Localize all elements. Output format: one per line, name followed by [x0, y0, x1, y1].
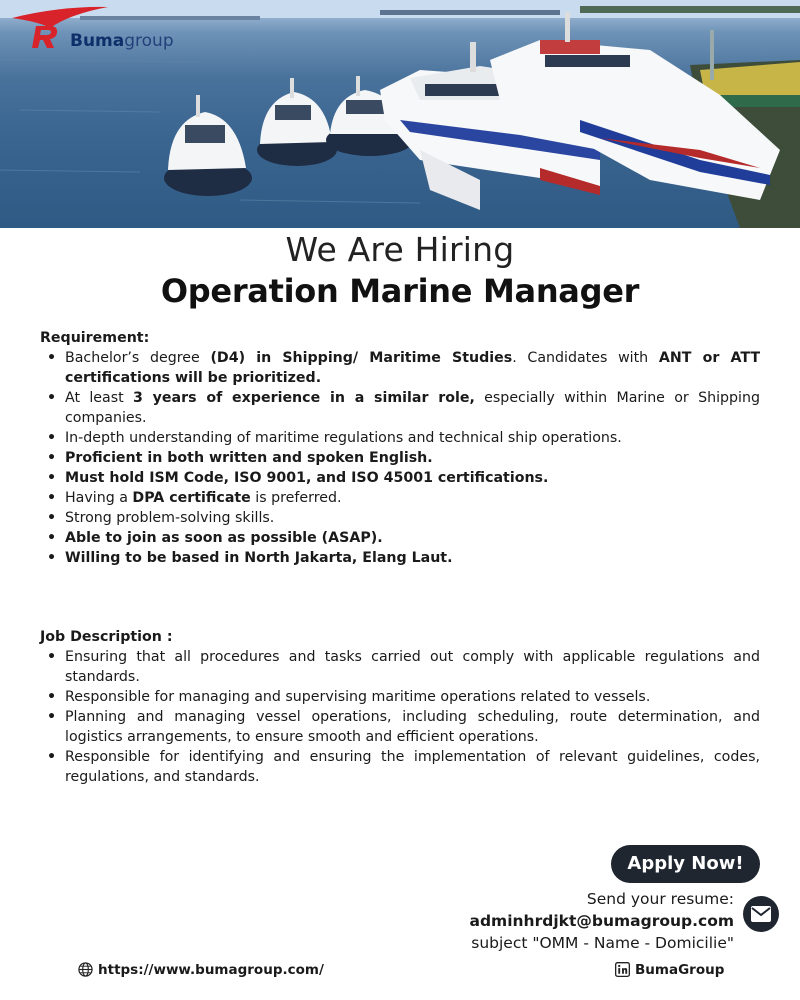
buma-logo [10, 4, 174, 54]
logo-wordmark: Bumagroup [70, 31, 174, 51]
send-resume-label: Send your resume: [586, 890, 734, 908]
linkedin-name: BumaGroup [635, 962, 725, 978]
list-item: • Ensuring that all procedures and tasks carried out comply with applicable regulations and standards. [65, 647, 760, 687]
list-item: • Willing to be based in North Jakarta, Elang Laut. [65, 548, 760, 568]
position-title: Operation Marine Manager [160, 272, 640, 310]
list-item: • In-depth understanding of maritime regulations and technical ship operations. [65, 428, 760, 448]
email-subject-note: subject "OMM - Name - Domicilie" [471, 934, 734, 952]
requirements-list [40, 348, 760, 568]
job-description-heading: Job Description : [40, 629, 173, 645]
list-item: • At least 3 years of experience in a similar role, especially within Marine or Shipping companies. [65, 388, 760, 428]
resume-instructions [470, 888, 735, 954]
requirements-section [40, 328, 760, 568]
job-description-section [40, 627, 760, 787]
envelope-icon [751, 906, 771, 922]
linkedin-icon [615, 962, 630, 977]
list-item: • Strong problem-solving skills. [65, 508, 760, 528]
hiring-tagline: We Are Hiring [285, 230, 515, 269]
apply-now-button[interactable]: Apply Now! [611, 845, 760, 883]
list-item: • Having a DPA certificate is preferred. [65, 488, 760, 508]
resume-email-link[interactable]: adminhrdjkt@bumagroup.com [469, 912, 734, 930]
linkedin-link[interactable] [615, 962, 724, 978]
job-description-list [40, 647, 760, 787]
list-item: • Responsible for identifying and ensuring the implementation of relevant guidelines, codes, regulations, and standards. [65, 747, 760, 787]
mail-icon [743, 896, 779, 932]
list-item: • Bachelor’s degree (D4) in Shipping/ Maritime Studies. Candidates with ANT or ATT certifications will be prioritized. [65, 348, 760, 388]
list-item: • Must hold ISM Code, ISO 9001, and ISO 45001 certifications. [65, 468, 760, 488]
list-item: • Able to join as soon as possible (ASAP). [65, 528, 760, 548]
list-item: • Planning and managing vessel operations, including scheduling, route determination, and logistics arrangements, to ensure smooth and efficient operations. [65, 707, 760, 747]
globe-icon [78, 962, 93, 977]
list-item: • Proficient in both written and spoken English. [65, 448, 760, 468]
list-item: • Responsible for managing and supervising maritime operations related to vessels. [65, 687, 760, 707]
requirements-heading: Requirement: [40, 330, 150, 346]
website-link[interactable] [78, 962, 324, 978]
website-url: https://www.bumagroup.com/ [98, 962, 324, 978]
